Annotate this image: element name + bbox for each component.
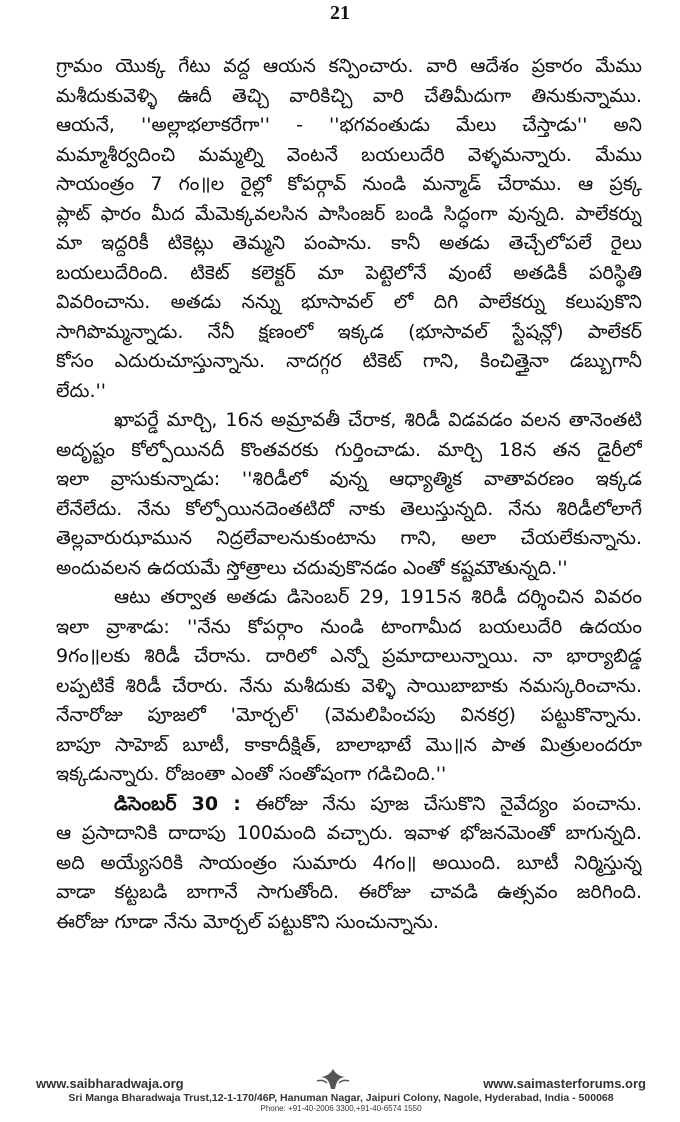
text-line-date-entry xyxy=(56,790,642,820)
text-line: వాడా కట్టబడి బాగానే సాగుతోంది. ఈరోజు చావడి ఉత్సవం జరిగింది. xyxy=(56,881,642,903)
text-line: ఇలా వ్రాశాడు: ''నేను కోపర్గాం నుండి టాంగామీద బయలుదేరి ఉదయం xyxy=(56,615,642,638)
footer-right-url[interactable]: www.saimasterforums.org xyxy=(483,1076,646,1091)
page-footer xyxy=(36,1067,646,1113)
text-line: ఈరోజు గూడా నేను మోర్చల్ పట్టుకొని సుంచున్నాను. xyxy=(56,910,439,933)
text-line: అందువలన ఉదయమే స్తోత్రాలు చదువుకొనడం ఎంతో కష్టమౌతున్నది.'' xyxy=(56,556,568,579)
text-line: ఆటు తర్వాత అతడు డిసెంబర్ 29, 1915న శిరిడీ దర్శించిన వివరం xyxy=(114,586,642,608)
date-entry-text: ఈరోజు నేను పూజ చేసుకొని నైవేద్యం పంచాను. xyxy=(255,792,642,815)
trust-logo-icon xyxy=(313,1067,353,1091)
text-line: మశీదుకువెళ్ళి ఊదీ తెచ్చి వారికిచ్చి వారి చేతిమీదుగా తినుకున్నాము. xyxy=(56,84,642,107)
text-line: 9గం॥లకు శిరిడీ చేరాను. దారిలో ఎన్నో ప్రమాదాలున్నాయి. నా భార్యాబిడ్డ xyxy=(56,645,642,667)
text-line: ఇలా వ్రాసుకున్నాడు: ''శిరిడీలో వున్న ఆధ్యాత్మిక వాతావరణం ఇక్కడ xyxy=(56,468,642,490)
text-line: వివరించాను. అతడు నన్ను భూసావల్ లో దిగి పాలేకర్ను కలుపుకొని xyxy=(56,291,642,313)
date-heading: డిసెంబర్ 30 : xyxy=(114,792,241,815)
text-line: లేనేలేదు. నేను కోల్పోయినదెంతటిదో నాకు తెలుస్తున్నది. నేను శిరిడీలోలాగే xyxy=(56,497,642,520)
footer-left-url[interactable]: www.saibharadwaja.org xyxy=(36,1076,184,1091)
text-line: మా ఇద్దరికీ టికెట్లు తెమ్మని పంపాను. కానీ అతడు తెచ్చేలోపలే రైలు xyxy=(56,232,642,254)
text-line: గ్రామం యొక్క గేటు వద్ద ఆయన కన్పించారు. వారి ఆదేశం ప్రకారం మేము xyxy=(56,55,642,77)
text-line: అదృష్టం కోల్పోయినదీ కొంతవరకు గుర్తించాడు. మార్చి 18న తన డైరీలో xyxy=(56,438,642,461)
text-line: ఆ ప్రసాదానికి దాదాపు 100మంది వచ్చారు. ఇవాళ భోజనమెంతో బాగున్నది. xyxy=(56,822,642,844)
text-line: ఖాపర్డే మార్చి, 16న అమ్రావతీ చేరాక, శిరిడీ విడవడం వలన తానెంతటి xyxy=(114,409,642,431)
text-line: తెల్లవారుఝామున నిద్రలేవాలనుకుంటాను గాని, అలా చేయలేకున్నాను. xyxy=(56,527,642,549)
text-line: సాయంత్రం 7 గం॥ల రైల్లో కోపర్గావ్ నుండి మన్మాడ్ చేరాము. ఆ ప్రక్క xyxy=(56,173,642,195)
text-line: బయలుదేరింది. టికెట్ కలెక్టర్ మా పెట్టెలోనే వుంటే అతడికీ పరిస్థితి xyxy=(56,261,642,284)
text-line: నేనారోజు పూజలో 'మోర్చల్' (వెమలిపించపు వినకర్ర) పట్టుకొన్నాను. xyxy=(56,704,642,726)
text-line: ఆయనే, ''అల్లాభలాకరేగా'' - ''భగవంతుడు మేలు చేస్తాడు'' అని xyxy=(56,114,642,136)
page-number: 21 xyxy=(330,2,350,24)
footer-phone: Phone: +91-40-2006 3300,+91-40-6574 1550 xyxy=(260,1104,422,1113)
text-line: లేదు.'' xyxy=(56,379,106,402)
text-line: ఇక్కడున్నారు. రోజంతా ఎంతో సంతోషంగా గడిచింది.'' xyxy=(56,763,447,785)
footer-address: Sri Manga Bharadwaja Trust,12-1-170/46P, Hanuman Nagar, Jaipuri Colony, Nagole, Hyderabad, India - 500068 xyxy=(68,1092,614,1104)
text-line: కోసం ఎదురుచూస్తున్నాను. నాదగ్గర టికెట్ గాని, కించిత్తైనా డబ్బుగానీ xyxy=(56,350,642,372)
text-line: మమ్మాశీర్వదించి మమ్మల్ని వెంటనే బయలుదేరి వెళ్ళమన్నారు. మేము xyxy=(56,143,642,166)
body-text xyxy=(56,52,642,937)
text-line: లప్పటికే శిరిడీ చేరారు. నేను మశీదుకు వెళ్ళి సాయిబాబాకు నమస్కరించాను. xyxy=(56,674,642,697)
text-line: సాగిపొమ్మన్నాడు. నేనీ క్షణంలో ఇక్కడ (భూసావల్ స్టేషన్లో) పాలేకర్ xyxy=(56,320,642,343)
text-line: అది అయ్యేసరికి సాయంత్రం సుమారు 4గం॥ అయింది. బూటీ నిర్మిస్తున్న xyxy=(56,851,642,874)
text-line: బాపూ సాహెబ్ బూటీ, కాకాదీక్షిత్, బాలాభాటే మొ॥న పాత మిత్రులందరూ xyxy=(56,733,642,756)
text-line: ప్లాట్ ఫారం మీద మేమెక్కవలసిన పాసింజర్ బండి సిద్ధంగా వున్నది. పాలేకర్ను xyxy=(56,202,642,225)
